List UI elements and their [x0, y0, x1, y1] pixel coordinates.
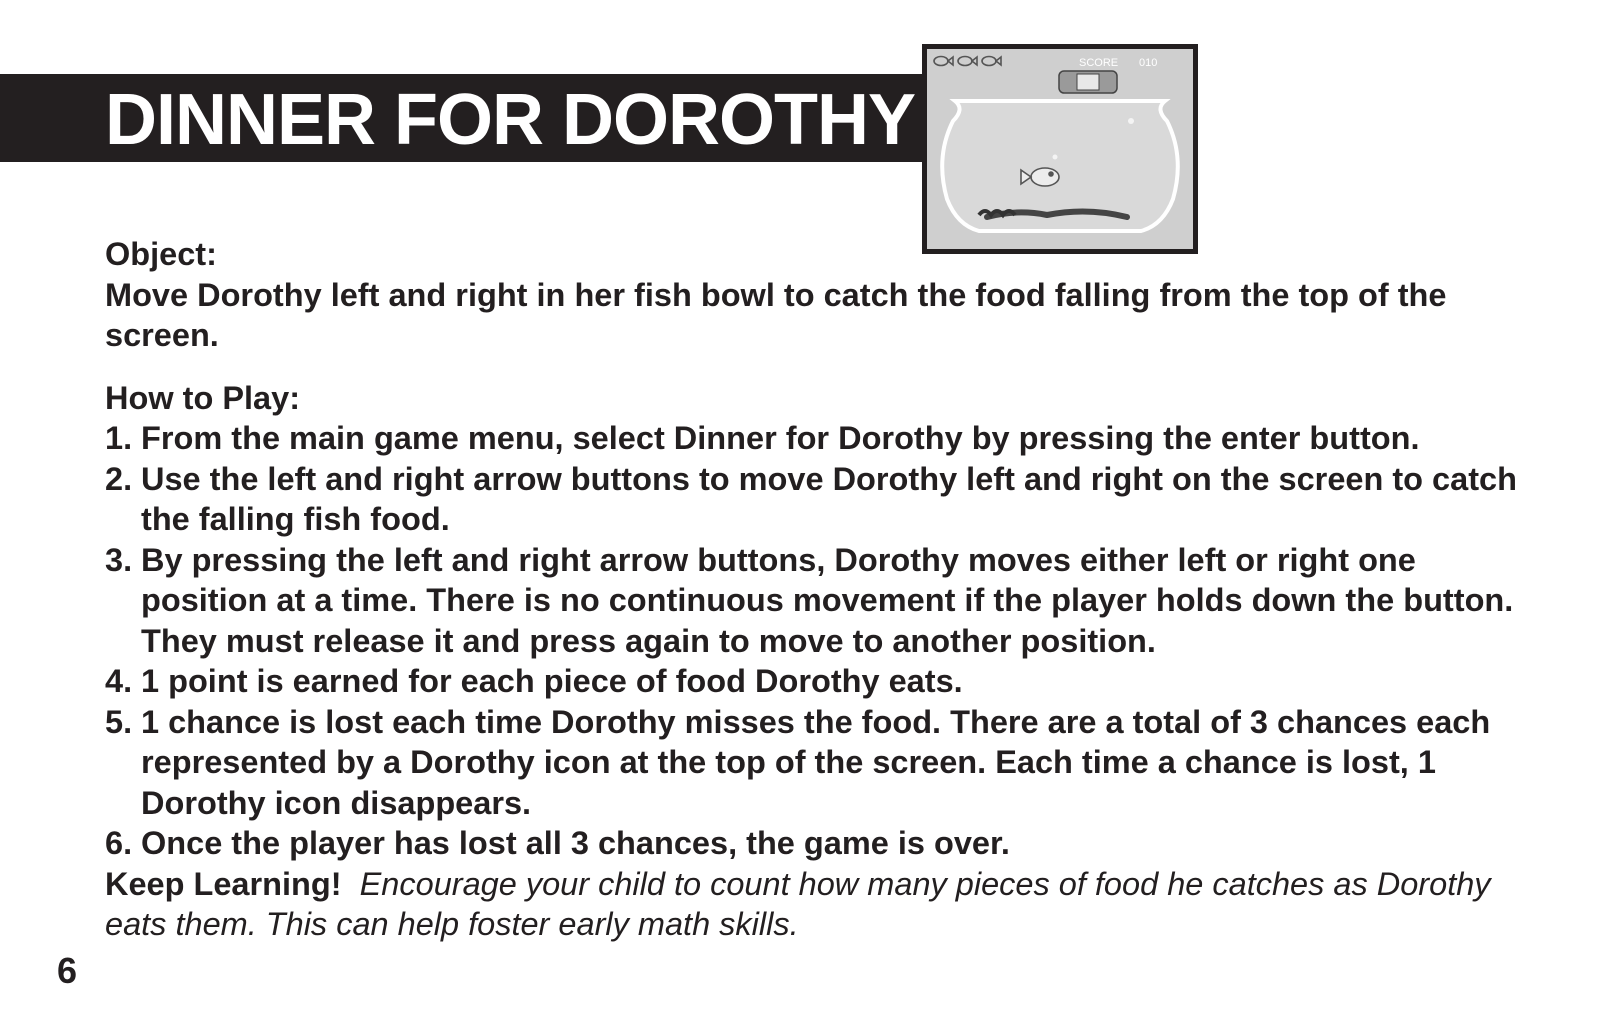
step-item: 3. By pressing the left and right arrow buttons, Dorothy moves either left or right one position at a time. There is no continuous movement if the player holds down the button. They must release it and press again to move to another position.	[105, 541, 1514, 659]
how-to-play-heading: How to Play:	[105, 379, 301, 416]
score-value: 010	[1139, 57, 1158, 69]
keep-learning	[105, 864, 1535, 945]
steps-list	[105, 418, 1535, 864]
keep-learning-text: Encourage your child to count how many pieces of food he catches as Dorothy eats them. This can help foster early math skills.	[105, 865, 1491, 942]
instructions	[105, 234, 1535, 945]
step-item: 5. 1 chance is lost each time Dorothy misses the food. There are a total of 3 chances each represented by a Dorothy icon at the top of the screen. Each time a chance is lost, 1 Dorothy icon disappears.	[105, 703, 1491, 821]
food-pellet-icon	[1053, 155, 1058, 160]
page-number: 6	[57, 950, 78, 991]
step-item: 6. Once the player has lost all 3 chances, the game is over.	[105, 825, 1010, 861]
step-item: 4. 1 point is earned for each piece of food Dorothy eats.	[105, 663, 963, 699]
food-pellet-icon	[1128, 118, 1134, 124]
step-item: 2. Use the left and right arrow buttons to move Dorothy left and right on the screen to catch the falling fish food.	[105, 460, 1517, 537]
game-screenshot	[922, 44, 1198, 254]
food-can-icon	[1059, 71, 1117, 93]
object-heading: Object:	[105, 236, 217, 272]
step-item: 1. From the main game menu, select Dinner for Dorothy by pressing the enter button.	[105, 420, 1420, 456]
page-title: DINNER FOR DOROTHY	[105, 80, 915, 160]
keep-learning-label: Keep Learning!	[105, 865, 342, 902]
object-text: Move Dorothy left and right in her fish bowl to catch the food falling from the top of the screen.	[105, 276, 1447, 353]
fish-bowl-icon	[942, 101, 1178, 231]
score-label: SCORE	[1079, 57, 1119, 69]
